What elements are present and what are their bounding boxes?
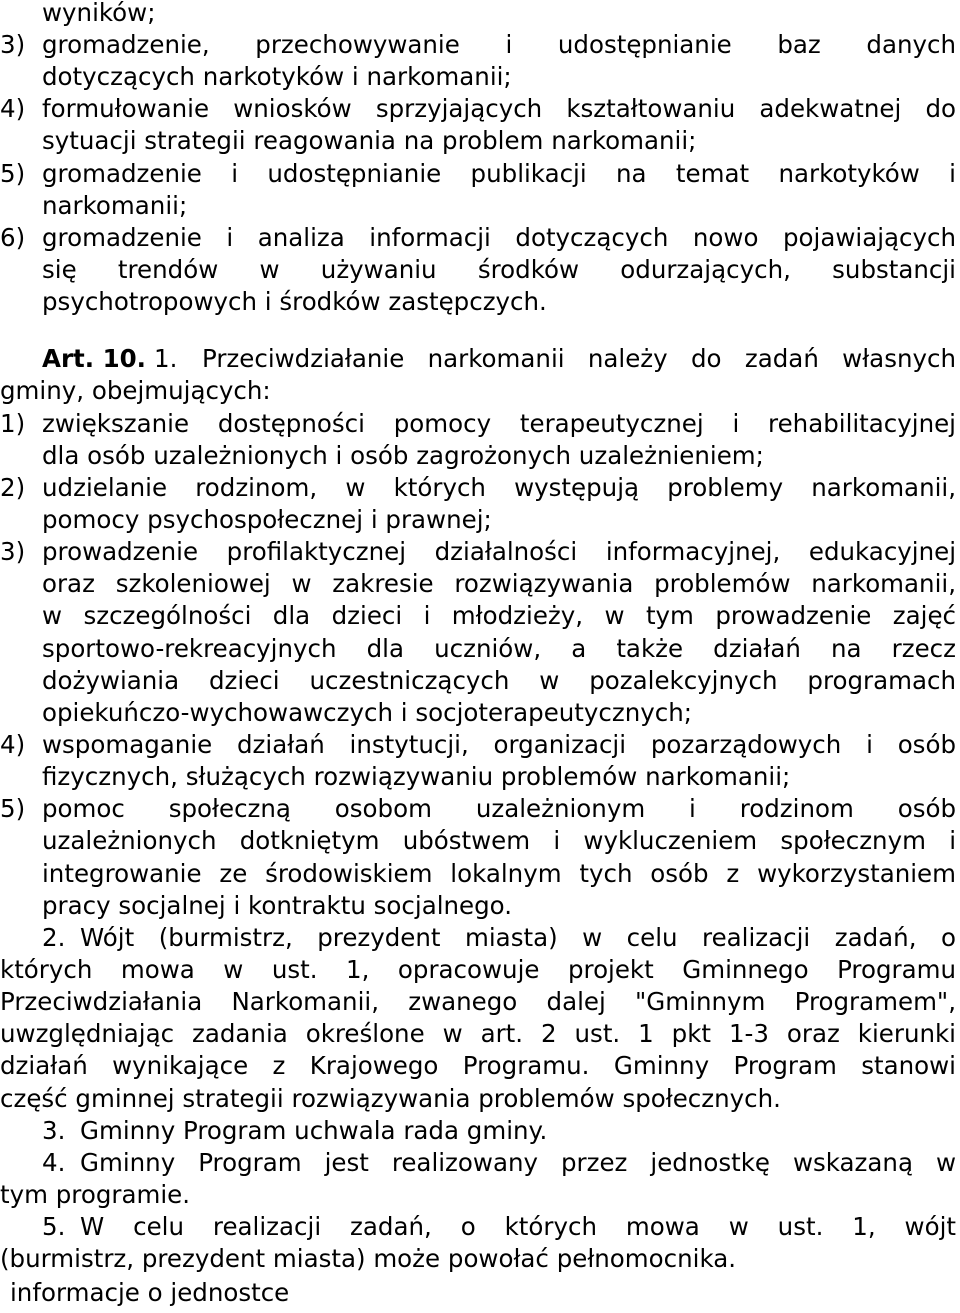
paragraph-text: tym programie. <box>0 1180 191 1209</box>
list-item-text: sytuacji strategii reagowania na problem narkomanii; <box>42 126 697 155</box>
list-item-text: pomoc społeczną osobom uzależnionym i rodzinom osób <box>42 794 956 823</box>
paragraph-text: Przeciwdziałania Narkomanii, zwanego dalej "Gminnym Programem", <box>0 987 956 1016</box>
list-number: 3) <box>0 30 26 59</box>
list-item-text: uzależnionych dotkniętym ubóstwem i wykluczeniem społecznym i <box>42 826 956 855</box>
list-item-text: prowadzenie profilaktycznej działalności informacyjnej, edukacyjnej <box>42 537 956 566</box>
list-item-text: oraz szkoleniowej w zakresie rozwiązywania problemów narkomanii, <box>42 569 956 598</box>
paragraph-text: (burmistrz, prezydent miasta) może powołać pełnomocnika. <box>0 1244 737 1273</box>
paragraph-number: 2. <box>42 923 66 952</box>
list-item-text: dla osób uzależnionych i osób zagrożonych uzależnieniem; <box>42 441 764 470</box>
list-item-text: opiekuńczo-wychowawczych i socjoterapeutycznych; <box>42 698 693 727</box>
footer-text: informacje o jednostce <box>10 1278 290 1307</box>
list-item-text: narkomanii; <box>42 191 188 220</box>
list-number: 3) <box>0 537 26 566</box>
paragraph-text: Przeciwdziałanie narkomanii należy do zadań własnych <box>202 344 956 373</box>
paragraph-text: Gminny Program jest realizowany przez jednostkę wskazaną w <box>80 1148 956 1177</box>
article-heading: Art. 10. <box>42 344 146 373</box>
list-item-text: gromadzenie i udostępnianie publikacji na temat narkotyków i <box>42 159 956 188</box>
paragraph-number: 5. <box>42 1212 66 1241</box>
list-item-text: integrowanie ze środowiskiem lokalnym tych osób z wykorzystaniem <box>42 859 956 888</box>
list-number: 5) <box>0 159 26 188</box>
paragraph-text: Gminny Program uchwala rada gminy. <box>80 1116 548 1145</box>
list-item-text: zwiększanie dostępności pomocy terapeutycznej i rehabilitacyjnej <box>42 409 956 438</box>
list-item-text: formułowanie wniosków sprzyjających kształtowaniu adekwatnej do <box>42 94 956 123</box>
paragraph-number: 3. <box>42 1116 66 1145</box>
paragraph-number: 1. <box>154 344 178 373</box>
list-item-text: dotyczących narkotyków i narkomanii; <box>42 62 512 91</box>
paragraph-text: Wójt (burmistrz, prezydent miasta) w celu realizacji zadań, o <box>80 923 956 952</box>
paragraph-text: działań wynikające z Krajowego Programu. Gminny Program stanowi <box>0 1051 956 1080</box>
list-number: 2) <box>0 473 26 502</box>
paragraph-text: część gminnej strategii rozwiązywania problemów społecznych. <box>0 1084 781 1113</box>
list-item-text: psychotropowych i środków zastępczych. <box>42 287 547 316</box>
paragraph-text: uwzględniając zadania określone w art. 2 ust. 1 pkt 1-3 oraz kierunki <box>0 1019 956 1048</box>
list-item-text: dożywiania dzieci uczestniczących w pozalekcyjnych programach <box>42 666 956 695</box>
list-item-text: pomocy psychospołecznej i prawnej; <box>42 505 492 534</box>
list-item-text: w szczególności dla dzieci i młodzieży, w tym prowadzenie zajęć <box>42 601 956 630</box>
list-item-text: pracy socjalnej i kontraktu socjalnego. <box>42 891 513 920</box>
paragraph-text: W celu realizacji zadań, o których mowa w ust. 1, wójt <box>80 1212 956 1241</box>
list-number: 6) <box>0 223 26 252</box>
list-item-text: gromadzenie i analiza informacji dotyczących nowo pojawiających <box>42 223 956 252</box>
list-number: 4) <box>0 730 26 759</box>
list-item-text: fizycznych, służących rozwiązywaniu problemów narkomanii; <box>42 762 791 791</box>
list-item-text: wspomaganie działań instytucji, organizacji pozarządowych i osób <box>42 730 956 759</box>
list-number: 1) <box>0 409 26 438</box>
list-item-text: udzielanie rodzinom, w których występują problemy narkomanii, <box>42 473 956 502</box>
list-item-text: gromadzenie, przechowywanie i udostępnianie baz danych <box>42 30 956 59</box>
list-number: 5) <box>0 794 26 823</box>
list-item-text: się trendów w używaniu środków odurzających, substancji <box>42 255 956 284</box>
list-item-text: sportowo-rekreacyjnych dla uczniów, a także działań na rzecz <box>42 634 956 663</box>
paragraph-text: gminy, obejmujących: <box>0 376 271 405</box>
text-line: wyników; <box>42 0 156 27</box>
paragraph-text: których mowa w ust. 1, opracowuje projekt Gminnego Programu <box>0 955 956 984</box>
paragraph-number: 4. <box>42 1148 66 1177</box>
list-number: 4) <box>0 94 26 123</box>
